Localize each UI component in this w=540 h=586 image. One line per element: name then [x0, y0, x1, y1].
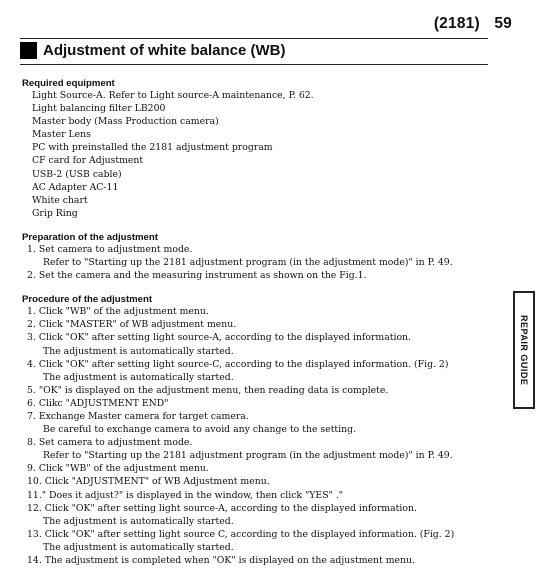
procedure-steps	[22, 305, 492, 567]
step-item	[22, 243, 492, 269]
page-number-header	[434, 15, 512, 33]
equipment-item: CF card for Adjustment	[32, 155, 144, 167]
equipment-item: Light balancing filter LB200	[32, 103, 166, 115]
document-body	[22, 78, 492, 579]
title-rule-bottom	[20, 64, 488, 65]
section-title: Adjustment of white balance (WB)	[43, 41, 286, 59]
section-title-bar	[20, 40, 286, 60]
doc-code: (2181)	[433, 15, 480, 32]
step-item	[22, 269, 492, 282]
equipment-list	[22, 89, 492, 220]
step-item	[22, 331, 492, 357]
equipment-item: Master body (Mass Production camera)	[32, 116, 219, 128]
side-tab-label: REPAIR GUIDE	[519, 314, 529, 386]
equipment-item: White chart	[32, 194, 88, 206]
equipment-item: Light Source-A. Refer to Light source-A maintenance, P. 62.	[32, 90, 314, 101]
step-text: 2. Click "MASTER" of WB adjustment menu.	[27, 319, 237, 331]
page-number: 59	[494, 15, 512, 32]
equipment-item: PC with preinstalled the 2181 adjustment program	[32, 142, 273, 154]
title-rule-top	[20, 38, 488, 39]
preparation-heading: Preparation of the adjustment	[22, 231, 158, 243]
step-note: Refer to "Starting up the 2181 adjustment program (in the adjustment mode)" in P. 49.	[43, 257, 453, 269]
step-text: 2. Set the camera and the measuring instrument as shown on the Fig.1.	[27, 270, 367, 282]
step-item	[22, 305, 492, 318]
step-item	[22, 489, 492, 502]
step-item	[22, 462, 492, 475]
equipment-item: Master Lens	[32, 129, 91, 141]
step-item	[22, 358, 492, 384]
step-note: The adjustment is automatically started.	[43, 515, 234, 527]
step-note: The adjustment is automatically started.	[43, 371, 234, 383]
equipment-item: Grip Ring	[32, 207, 78, 219]
step-text: 6. Clikc "ADJUSTMENT END"	[27, 397, 169, 409]
step-text: 4. Click "OK" after setting light source-C, according to the displayed information. (Fig. 2)	[27, 358, 449, 370]
step-note: Refer to "Starting up the 2181 adjustment program (in the adjustment mode)" in P. 49.	[43, 450, 453, 462]
preparation-section	[22, 232, 492, 282]
preparation-steps	[22, 243, 492, 282]
step-text: 12. Click "OK" after setting light source-A, according to the displayed information.	[27, 502, 417, 514]
step-text: 1. Set camera to adjustment mode.	[27, 243, 193, 255]
step-text: 1. Click "WB" of the adjustment menu.	[27, 306, 209, 318]
step-text: 5. "OK" is displayed on the adjustment menu, then reading data is complete.	[27, 384, 389, 396]
step-text: 10. Click "ADJUSTMENT" of WB Adjustment menu.	[27, 476, 270, 488]
step-text: 7. Exchange Master camera for target camera.	[27, 410, 249, 422]
step-note: The adjustment is automatically started.	[43, 541, 234, 553]
step-item	[22, 502, 492, 528]
procedure-section	[22, 294, 492, 567]
repair-guide-tab	[513, 291, 535, 409]
step-item	[22, 318, 492, 331]
step-item	[22, 410, 492, 436]
procedure-heading: Procedure of the adjustment	[22, 294, 153, 306]
required-equipment-heading: Required equipment	[22, 78, 115, 89]
step-item	[22, 384, 492, 397]
step-note: Be careful to exchange camera to avoid any change to the setting.	[43, 424, 357, 436]
step-item	[22, 436, 492, 462]
equipment-item: AC Adapter AC-11	[32, 181, 119, 193]
step-text: 11." Does it adjust?" is displayed in the window, then click "YES" ."	[27, 489, 344, 501]
required-equipment-section	[22, 78, 492, 220]
step-text: 13. Click "OK" after setting light source C, according to the displayed information. (Fig. 2)	[27, 528, 455, 540]
equipment-item: USB-2 (USB cable)	[32, 168, 122, 180]
step-item	[22, 397, 492, 410]
step-text: 8. Set camera to adjustment mode.	[27, 437, 193, 449]
step-text: 9. Click "WB" of the adjustment menu.	[27, 463, 209, 475]
step-item	[22, 528, 492, 554]
title-square-icon	[20, 42, 37, 59]
step-note: The adjustment is automatically started.	[43, 345, 234, 357]
step-item	[22, 475, 492, 488]
step-text: 3. Click "OK" after setting light source-A, according to the displayed information.	[27, 332, 412, 344]
step-text: 14. The adjustment is completed when "OK" is displayed on the adjustment menu.	[27, 555, 415, 566]
step-item	[22, 554, 492, 567]
